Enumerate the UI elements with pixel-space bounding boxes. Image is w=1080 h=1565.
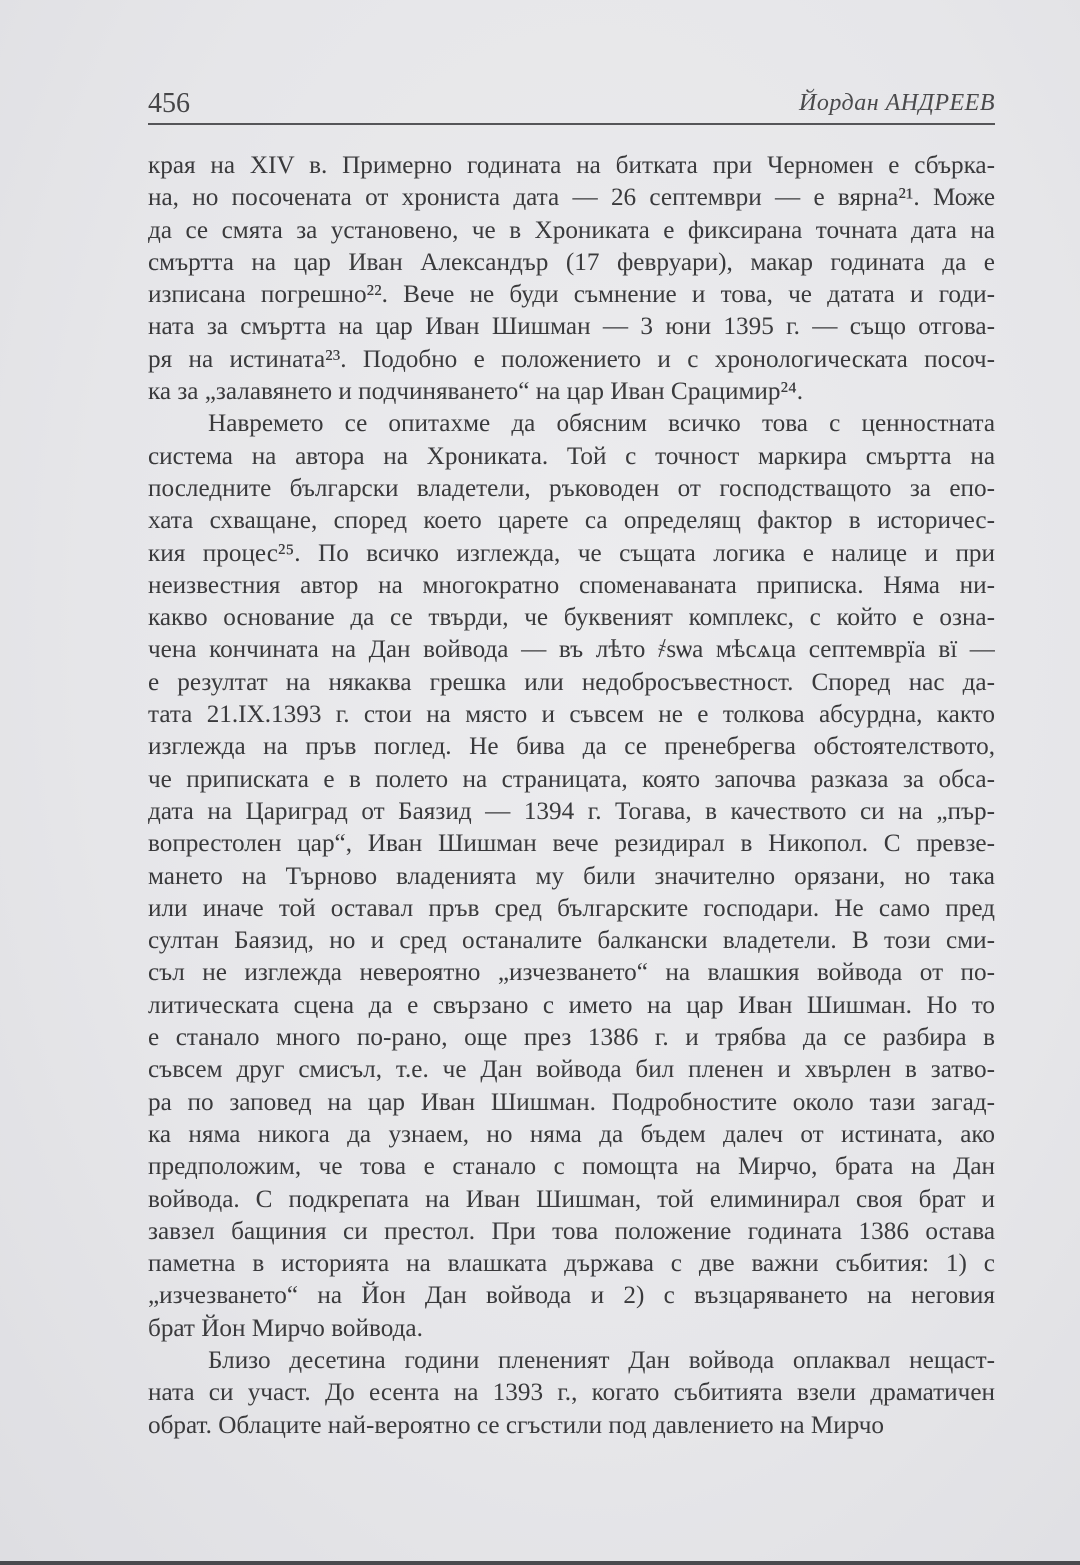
- text-line: дата на Цариград от Баязид — 1394 г. Тогава, в качеството си на „пър-: [148, 797, 995, 825]
- text-line: брат Йон Мирчо войвода.: [148, 1314, 423, 1342]
- paragraph: [148, 150, 995, 408]
- body-text: [148, 150, 995, 1442]
- text-line: ря на истината²³. Подобно е положението и с хронологическата посоч-: [148, 345, 995, 373]
- text-line: смъртта на цар Иван Александър (17 февруари), макар годината да е: [148, 248, 995, 276]
- text-line: изписана погрешно²². Вече не буди съмнение и това, че датата и годи-: [148, 281, 995, 309]
- text-line: е резултат на някаква грешка или недобросъвестност. Според нас да-: [148, 668, 995, 696]
- text-line: съвсем друг смисъл, т.е. че Дан войвода бил пленен и хвърлен в затво-: [148, 1056, 995, 1084]
- text-line: Близо десетина години плененият Дан войвода оплаквал нещаст-: [208, 1346, 995, 1374]
- paragraph: [148, 408, 995, 1345]
- text-line: че приписката е в полето на страницата, която започва разказа за обса-: [148, 765, 995, 793]
- text-line: на, но посочената от хрониста дата — 26 септември — е вярна²¹. Може: [148, 184, 995, 212]
- page-header: [148, 88, 995, 124]
- text-line: какво основание да се твърди, че буквеният комплекс, с който е озна-: [148, 604, 995, 632]
- text-line: Навремето се опитахме да обясним всичко това с ценностната: [208, 410, 995, 438]
- text-line: е станало много по-рано, още през 1386 г. и трябва да се разбира в: [148, 1024, 995, 1052]
- page-number: 456: [148, 88, 190, 119]
- text-line: да се смята за установено, че в Хрониката е фиксирана точната дата на: [148, 216, 995, 244]
- text-line: ната за смъртта на цар Иван Шишман — 3 юни 1395 г. — също отгова-: [148, 313, 995, 341]
- text-line: войвода. С подкрепата на Иван Шишман, той елиминирал своя брат и: [148, 1185, 995, 1213]
- text-line: ка за „залавянето и подчиняването“ на цар Иван Срацимир²⁴.: [148, 378, 804, 406]
- text-line: предположим, че това е станало с помощта на Мирчо, брата на Дан: [148, 1153, 995, 1181]
- text-line: вопрестолен цар“, Иван Шишман вече резидирал в Никопол. С превзе-: [148, 830, 995, 858]
- text-line: султан Баязид, но и сред останалите балкански владетели. В този сми-: [148, 927, 995, 955]
- text-line: завзел бащиния си престол. При това положение годината 1386 остава: [148, 1217, 995, 1245]
- text-line: чена кончината на Дан войвода — въ лѣто ҂ѕѡа мѣсѧца септемврїа вї —: [148, 636, 995, 664]
- running-head-author: Йордан АНДРЕЕВ: [799, 90, 995, 116]
- text-line: тата 21.IX.1393 г. стои на място и съвсем не е толкова абсурдна, както: [148, 701, 995, 729]
- text-line: неизвестния автор на многократно споменаваната приписка. Няма ни-: [148, 571, 995, 599]
- text-line: „изчезването“ на Йон Дан войвода и 2) с възцаряването на неговия: [148, 1282, 995, 1310]
- text-line: ната си участ. До есента на 1393 г., когато събитията взели драматичен: [148, 1379, 995, 1407]
- text-line: ка няма никога да узнаем, но няма да бъдем далеч от истината, ако: [148, 1120, 995, 1148]
- paragraph: [148, 1345, 995, 1442]
- text-line: ра по заповед на цар Иван Шишман. Подробностите около тази загад-: [148, 1088, 995, 1116]
- text-line: последните български владетели, ръководен от господстващото за епо-: [148, 474, 995, 502]
- text-line: литическата сцена да е свързано с името на цар Иван Шишман. Но то: [148, 991, 995, 1019]
- header-rule: [148, 123, 995, 125]
- text-line: съл не изглежда невероятно „изчезването“ на влашкия войвода от по-: [148, 959, 995, 987]
- scan-bottom-edge: [0, 1561, 1080, 1565]
- text-line: изглежда на пръв поглед. Не бива да се пренебрегва обстоятелството,: [148, 733, 995, 761]
- text-line: система на автора на Хрониката. Той с точност маркира смъртта на: [148, 442, 995, 470]
- text-line: края на XIV в. Примерно годината на битката при Черномен е сбърка-: [148, 152, 995, 179]
- text-line: обрат. Облаците най-вероятно се сгъстили под давлението на Мирчо: [148, 1411, 884, 1439]
- text-line: паметна в историята на влашката държава с две важни събития: 1) с: [148, 1250, 995, 1278]
- text-line: или иначе той оставал пръв сред българските господари. Не само пред: [148, 894, 995, 922]
- text-line: мането на Търново владенията му били значително орязани, но така: [148, 862, 995, 890]
- text-line: кия процес²⁵. По всичко изглежда, че същата логика е налице и при: [148, 539, 995, 567]
- text-line: хата схващане, според което царете са определящ фактор в историчес-: [148, 507, 995, 535]
